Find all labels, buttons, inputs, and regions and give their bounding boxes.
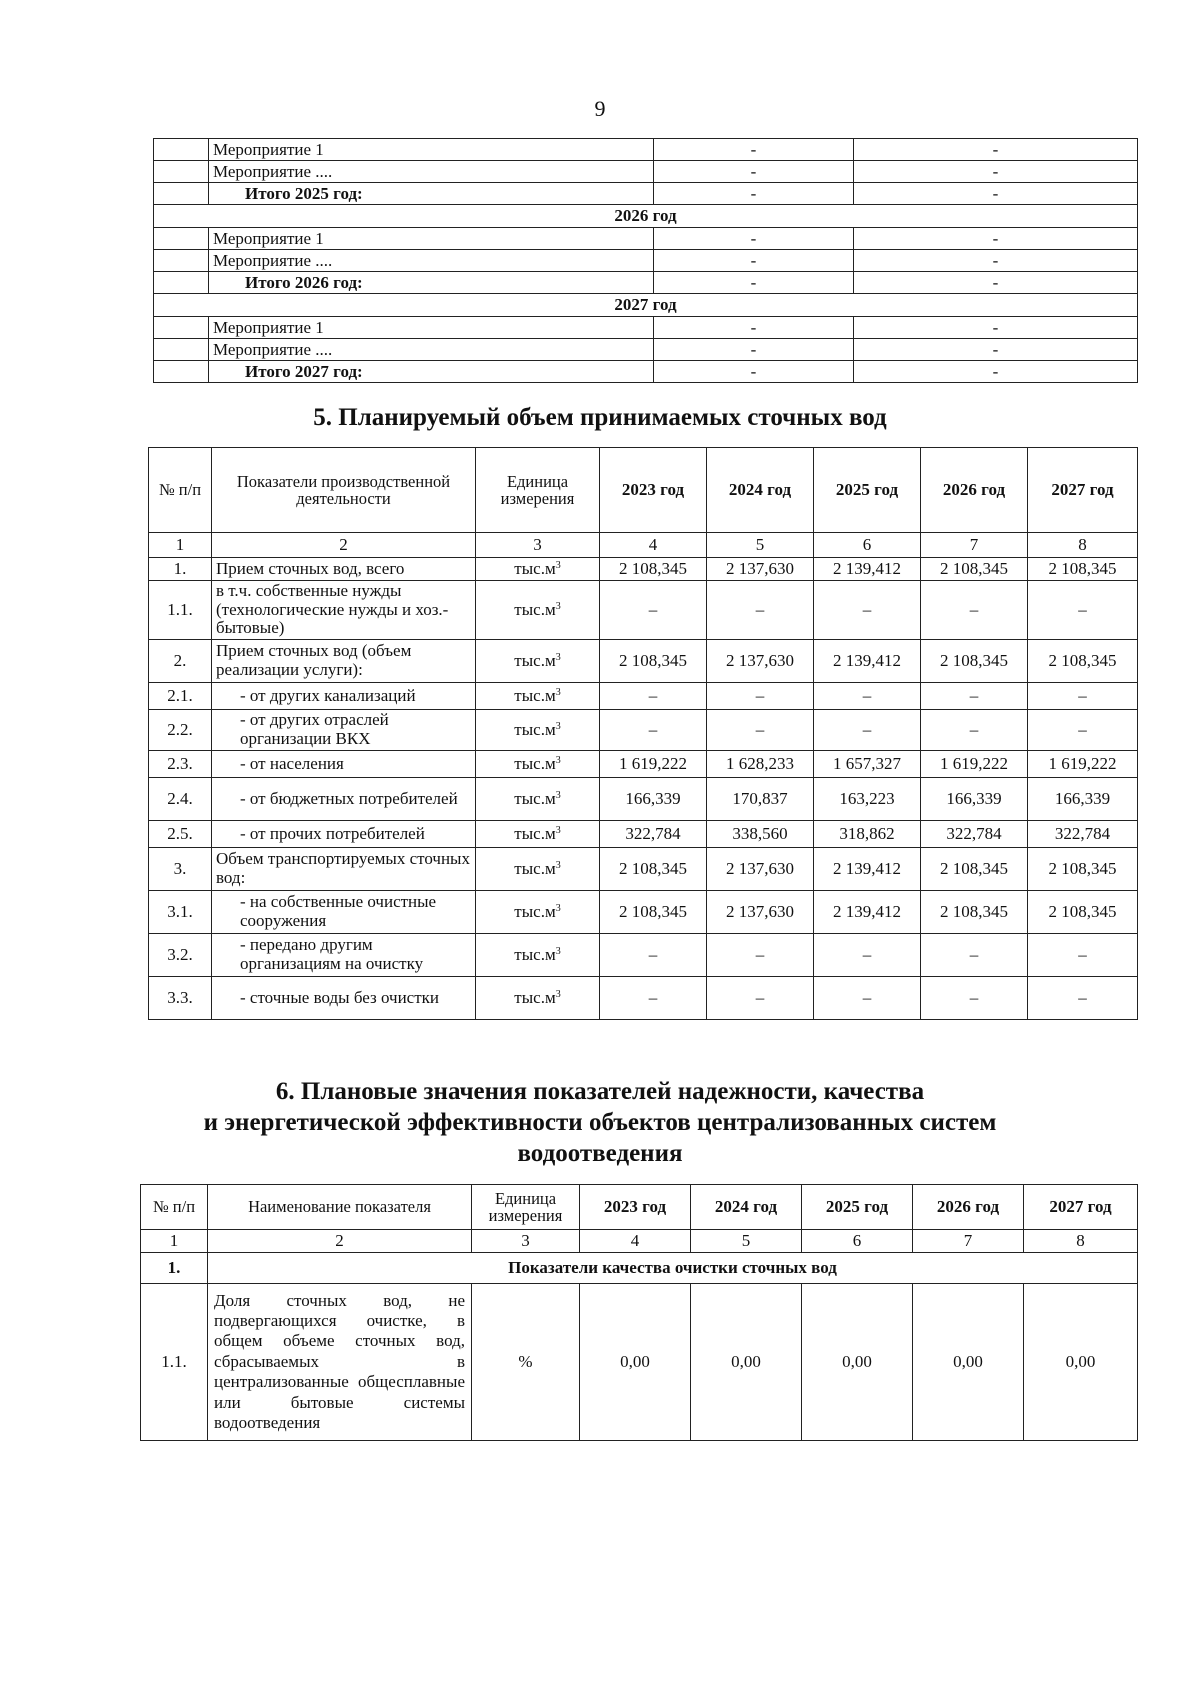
column-number: 3 bbox=[472, 1230, 580, 1253]
row-number: 3.3. bbox=[149, 977, 212, 1020]
col-header-year: 2025 год bbox=[802, 1185, 913, 1230]
column-number: 6 bbox=[802, 1230, 913, 1253]
table-row bbox=[154, 250, 1138, 272]
row-blank-cell bbox=[154, 361, 209, 383]
table-row bbox=[149, 891, 1138, 934]
total-value: - bbox=[654, 361, 854, 383]
event-value: - bbox=[854, 250, 1138, 272]
col-header-year: 2024 год bbox=[707, 448, 814, 533]
row-number: 2.4. bbox=[149, 778, 212, 821]
table-row bbox=[149, 683, 1138, 710]
unit-cell bbox=[476, 683, 600, 710]
year-value: 1 619,222 bbox=[1028, 751, 1138, 778]
col-header-year: 2027 год bbox=[1024, 1185, 1138, 1230]
row-number: 2.1. bbox=[149, 683, 212, 710]
total-row bbox=[154, 183, 1138, 205]
unit-exponent: 3 bbox=[555, 755, 561, 767]
event-value: - bbox=[854, 317, 1138, 339]
year-value: 0,00 bbox=[691, 1284, 802, 1441]
year-value: – bbox=[707, 977, 814, 1020]
year-value: – bbox=[707, 710, 814, 751]
total-row bbox=[154, 272, 1138, 294]
event-value: - bbox=[654, 250, 854, 272]
unit-exponent: 3 bbox=[555, 687, 561, 699]
year-value: 2 108,345 bbox=[921, 640, 1028, 683]
indicator-name: - передано другим организациям на очистку bbox=[212, 934, 476, 977]
unit-exponent: 3 bbox=[555, 946, 561, 958]
year-value: 2 108,345 bbox=[600, 848, 707, 891]
column-number-row bbox=[141, 1230, 1138, 1253]
total-label: Итого 2027 год: bbox=[209, 361, 654, 383]
unit-cell: % bbox=[472, 1284, 580, 1441]
section-6-title bbox=[0, 1076, 1200, 1169]
unit-text: тыс.м bbox=[514, 902, 556, 922]
event-name: Мероприятие .... bbox=[209, 250, 654, 272]
unit-exponent: 3 bbox=[555, 560, 561, 572]
total-row bbox=[154, 361, 1138, 383]
year-value: – bbox=[1028, 934, 1138, 977]
column-number: 6 bbox=[814, 533, 921, 558]
table-row bbox=[154, 161, 1138, 183]
section-number: 1. bbox=[141, 1253, 208, 1284]
year-value: – bbox=[814, 683, 921, 710]
event-name: Мероприятие 1 bbox=[209, 317, 654, 339]
row-number: 1.1. bbox=[141, 1284, 208, 1441]
table-row bbox=[149, 934, 1138, 977]
page-number: 9 bbox=[594, 96, 606, 121]
event-value: - bbox=[654, 339, 854, 361]
year-value: – bbox=[1028, 683, 1138, 710]
indicator-name: - сточные воды без очистки bbox=[212, 977, 476, 1020]
total-value: - bbox=[654, 272, 854, 294]
year-value: 2 108,345 bbox=[600, 640, 707, 683]
event-value: - bbox=[654, 139, 854, 161]
year-value: 2 137,630 bbox=[707, 848, 814, 891]
table-row bbox=[149, 581, 1138, 640]
col-header-year: 2023 год bbox=[580, 1185, 691, 1230]
year-value: 2 137,630 bbox=[707, 558, 814, 581]
year-value: 2 137,630 bbox=[707, 640, 814, 683]
section-name: Показатели качества очистки сточных вод bbox=[208, 1253, 1138, 1284]
indicator-name: Прием сточных вод, всего bbox=[212, 558, 476, 581]
column-number: 7 bbox=[913, 1230, 1024, 1253]
year-value: 1 619,222 bbox=[921, 751, 1028, 778]
year-value: 322,784 bbox=[600, 821, 707, 848]
table-row bbox=[149, 778, 1138, 821]
year-header-row bbox=[154, 294, 1138, 317]
section-6-title-line: и энергетической эффективности объектов централизованных систем bbox=[203, 1109, 997, 1136]
table-row bbox=[154, 317, 1138, 339]
col-header-year: 2024 год bbox=[691, 1185, 802, 1230]
year-value: 2 139,412 bbox=[814, 640, 921, 683]
event-value: - bbox=[854, 161, 1138, 183]
unit-text: тыс.м bbox=[514, 651, 556, 671]
indicator-name: в т.ч. собственные нужды (технологические нужды и хоз.-бытовые) bbox=[212, 581, 476, 640]
unit-text: тыс.м bbox=[514, 600, 556, 620]
year-header: 2026 год bbox=[154, 205, 1138, 228]
unit-exponent: 3 bbox=[555, 601, 561, 613]
indicator-name: - от других канализаций bbox=[212, 683, 476, 710]
unit-cell bbox=[476, 778, 600, 821]
year-value: 2 108,345 bbox=[1028, 640, 1138, 683]
column-number: 8 bbox=[1024, 1230, 1138, 1253]
col-header-num: № п/п bbox=[141, 1185, 208, 1230]
column-number: 1 bbox=[141, 1230, 208, 1253]
event-value: - bbox=[654, 228, 854, 250]
row-blank-cell bbox=[154, 272, 209, 294]
table-row bbox=[154, 139, 1138, 161]
unit-exponent: 3 bbox=[555, 790, 561, 802]
section-6-title-line: 6. Плановые значения показателей надежности, качества bbox=[275, 1078, 925, 1105]
row-blank-cell bbox=[154, 317, 209, 339]
year-value: 0,00 bbox=[802, 1284, 913, 1441]
year-value: 2 137,630 bbox=[707, 891, 814, 934]
table-row bbox=[149, 821, 1138, 848]
unit-text: тыс.м bbox=[514, 859, 556, 879]
indicator-name: - от прочих потребителей bbox=[212, 821, 476, 848]
year-value: – bbox=[814, 934, 921, 977]
unit-text: тыс.м bbox=[514, 789, 556, 809]
row-number: 1.1. bbox=[149, 581, 212, 640]
year-value: 0,00 bbox=[913, 1284, 1024, 1441]
col-header-year: 2023 год bbox=[600, 448, 707, 533]
year-value: 2 139,412 bbox=[814, 848, 921, 891]
col-header-year: 2025 год bbox=[814, 448, 921, 533]
unit-cell bbox=[476, 581, 600, 640]
year-value: – bbox=[1028, 581, 1138, 640]
year-value: 170,837 bbox=[707, 778, 814, 821]
wastewater-volume-table bbox=[148, 447, 1138, 1020]
column-number: 4 bbox=[580, 1230, 691, 1253]
unit-exponent: 3 bbox=[555, 652, 561, 664]
unit-cell bbox=[476, 710, 600, 751]
row-number: 3.1. bbox=[149, 891, 212, 934]
table-row bbox=[149, 710, 1138, 751]
column-number: 1 bbox=[149, 533, 212, 558]
unit-exponent: 3 bbox=[555, 903, 561, 915]
col-header-year: 2027 год bbox=[1028, 448, 1138, 533]
year-value: – bbox=[707, 581, 814, 640]
year-value: – bbox=[600, 710, 707, 751]
table-header-row bbox=[141, 1185, 1138, 1230]
section-row bbox=[141, 1253, 1138, 1284]
indicator-name: - от населения bbox=[212, 751, 476, 778]
table-row bbox=[149, 558, 1138, 581]
unit-text: тыс.м bbox=[514, 824, 556, 844]
unit-cell bbox=[476, 821, 600, 848]
event-name: Мероприятие .... bbox=[209, 339, 654, 361]
year-value: – bbox=[600, 581, 707, 640]
row-blank-cell bbox=[154, 139, 209, 161]
indicator-name: - на собственные очистные сооружения bbox=[212, 891, 476, 934]
year-value: – bbox=[814, 581, 921, 640]
events-table bbox=[153, 138, 1138, 383]
table-row bbox=[149, 977, 1138, 1020]
unit-cell bbox=[476, 640, 600, 683]
unit-text: тыс.м bbox=[514, 754, 556, 774]
table-row bbox=[141, 1284, 1138, 1441]
column-number: 2 bbox=[208, 1230, 472, 1253]
year-header-row bbox=[154, 205, 1138, 228]
year-header: 2027 год bbox=[154, 294, 1138, 317]
year-value: 2 108,345 bbox=[921, 848, 1028, 891]
table-header-row bbox=[149, 448, 1138, 533]
reliability-indicators-table bbox=[140, 1184, 1138, 1441]
year-value: – bbox=[814, 710, 921, 751]
year-value: 2 108,345 bbox=[600, 891, 707, 934]
year-value: 163,223 bbox=[814, 778, 921, 821]
row-blank-cell bbox=[154, 339, 209, 361]
year-value: – bbox=[921, 934, 1028, 977]
unit-exponent: 3 bbox=[555, 825, 561, 837]
year-value: – bbox=[1028, 977, 1138, 1020]
col-header-indicator: Показатели производственной деятельности bbox=[212, 448, 476, 533]
unit-text: тыс.м bbox=[514, 988, 556, 1008]
section-6-title-line: водоотведения bbox=[517, 1140, 683, 1167]
event-value: - bbox=[854, 139, 1138, 161]
year-value: – bbox=[921, 581, 1028, 640]
unit-cell bbox=[476, 977, 600, 1020]
year-value: 2 108,345 bbox=[600, 558, 707, 581]
col-header-num: № п/п bbox=[149, 448, 212, 533]
indicator-name: Прием сточных вод (объем реализации услуги): bbox=[212, 640, 476, 683]
year-value: 2 108,345 bbox=[1028, 891, 1138, 934]
row-number: 2.2. bbox=[149, 710, 212, 751]
total-value: - bbox=[854, 272, 1138, 294]
table-row bbox=[154, 228, 1138, 250]
year-value: 1 619,222 bbox=[600, 751, 707, 778]
table-row bbox=[149, 640, 1138, 683]
year-value: – bbox=[600, 683, 707, 710]
year-value: 0,00 bbox=[1024, 1284, 1138, 1441]
unit-cell bbox=[476, 934, 600, 977]
year-value: – bbox=[921, 977, 1028, 1020]
indicator-name: Объем транспортируемых сточных вод: bbox=[212, 848, 476, 891]
total-value: - bbox=[854, 361, 1138, 383]
year-value: 322,784 bbox=[1028, 821, 1138, 848]
year-value: 338,560 bbox=[707, 821, 814, 848]
indicator-name: - от бюджетных потребителей bbox=[212, 778, 476, 821]
unit-cell bbox=[476, 558, 600, 581]
year-value: 2 108,345 bbox=[1028, 848, 1138, 891]
event-value: - bbox=[654, 317, 854, 339]
column-number: 7 bbox=[921, 533, 1028, 558]
column-number: 4 bbox=[600, 533, 707, 558]
column-number-row bbox=[149, 533, 1138, 558]
indicator-name: Доля сточных вод, не подвергающихся очистке, в общем объеме сточных вод, сбрасываемых в централизованные общесплавные или бытовые системы водоотведения bbox=[208, 1284, 472, 1441]
indicator-name: - от других отраслей организации ВКХ bbox=[212, 710, 476, 751]
row-number: 2. bbox=[149, 640, 212, 683]
col-header-unit: Единица измерения bbox=[472, 1185, 580, 1230]
event-name: Мероприятие .... bbox=[209, 161, 654, 183]
year-value: – bbox=[921, 683, 1028, 710]
year-value: 318,862 bbox=[814, 821, 921, 848]
year-value: – bbox=[814, 977, 921, 1020]
year-value: – bbox=[600, 934, 707, 977]
unit-text: тыс.м bbox=[514, 720, 556, 740]
row-number: 2.3. bbox=[149, 751, 212, 778]
unit-text: тыс.м bbox=[514, 945, 556, 965]
column-number: 2 bbox=[212, 533, 476, 558]
row-number: 3. bbox=[149, 848, 212, 891]
unit-exponent: 3 bbox=[555, 860, 561, 872]
col-header-indicator: Наименование показателя bbox=[208, 1185, 472, 1230]
column-number: 5 bbox=[691, 1230, 802, 1253]
row-blank-cell bbox=[154, 250, 209, 272]
event-value: - bbox=[854, 228, 1138, 250]
unit-cell bbox=[476, 751, 600, 778]
row-number: 3.2. bbox=[149, 934, 212, 977]
row-number: 1. bbox=[149, 558, 212, 581]
column-number: 8 bbox=[1028, 533, 1138, 558]
year-value: 2 108,345 bbox=[1028, 558, 1138, 581]
row-number: 2.5. bbox=[149, 821, 212, 848]
column-number: 3 bbox=[476, 533, 600, 558]
year-value: 166,339 bbox=[1028, 778, 1138, 821]
event-name: Мероприятие 1 bbox=[209, 228, 654, 250]
year-value: – bbox=[707, 683, 814, 710]
section-5-title: 5. Планируемый объем принимаемых сточных вод bbox=[313, 404, 887, 431]
year-value: 166,339 bbox=[921, 778, 1028, 821]
year-value: – bbox=[1028, 710, 1138, 751]
year-value: 166,339 bbox=[600, 778, 707, 821]
unit-cell bbox=[476, 891, 600, 934]
year-value: 322,784 bbox=[921, 821, 1028, 848]
unit-text: тыс.м bbox=[514, 559, 556, 579]
col-header-year: 2026 год bbox=[913, 1185, 1024, 1230]
column-number: 5 bbox=[707, 533, 814, 558]
table-row bbox=[149, 848, 1138, 891]
year-value: 2 139,412 bbox=[814, 558, 921, 581]
event-value: - bbox=[654, 161, 854, 183]
total-value: - bbox=[654, 183, 854, 205]
event-value: - bbox=[854, 339, 1138, 361]
total-label: Итого 2025 год: bbox=[209, 183, 654, 205]
year-value: 2 139,412 bbox=[814, 891, 921, 934]
unit-text: тыс.м bbox=[514, 686, 556, 706]
year-value: 1 657,327 bbox=[814, 751, 921, 778]
year-value: – bbox=[921, 710, 1028, 751]
year-value: – bbox=[600, 977, 707, 1020]
year-value: 1 628,233 bbox=[707, 751, 814, 778]
total-label: Итого 2026 год: bbox=[209, 272, 654, 294]
row-blank-cell bbox=[154, 228, 209, 250]
unit-exponent: 3 bbox=[555, 989, 561, 1001]
row-blank-cell bbox=[154, 183, 209, 205]
total-value: - bbox=[854, 183, 1138, 205]
table-row bbox=[149, 751, 1138, 778]
row-blank-cell bbox=[154, 161, 209, 183]
table-row bbox=[154, 339, 1138, 361]
col-header-year: 2026 год bbox=[921, 448, 1028, 533]
col-header-unit: Единица измерения bbox=[476, 448, 600, 533]
year-value: – bbox=[707, 934, 814, 977]
year-value: 0,00 bbox=[580, 1284, 691, 1441]
event-name: Мероприятие 1 bbox=[209, 139, 654, 161]
year-value: 2 108,345 bbox=[921, 558, 1028, 581]
unit-cell bbox=[476, 848, 600, 891]
unit-exponent: 3 bbox=[555, 721, 561, 733]
year-value: 2 108,345 bbox=[921, 891, 1028, 934]
